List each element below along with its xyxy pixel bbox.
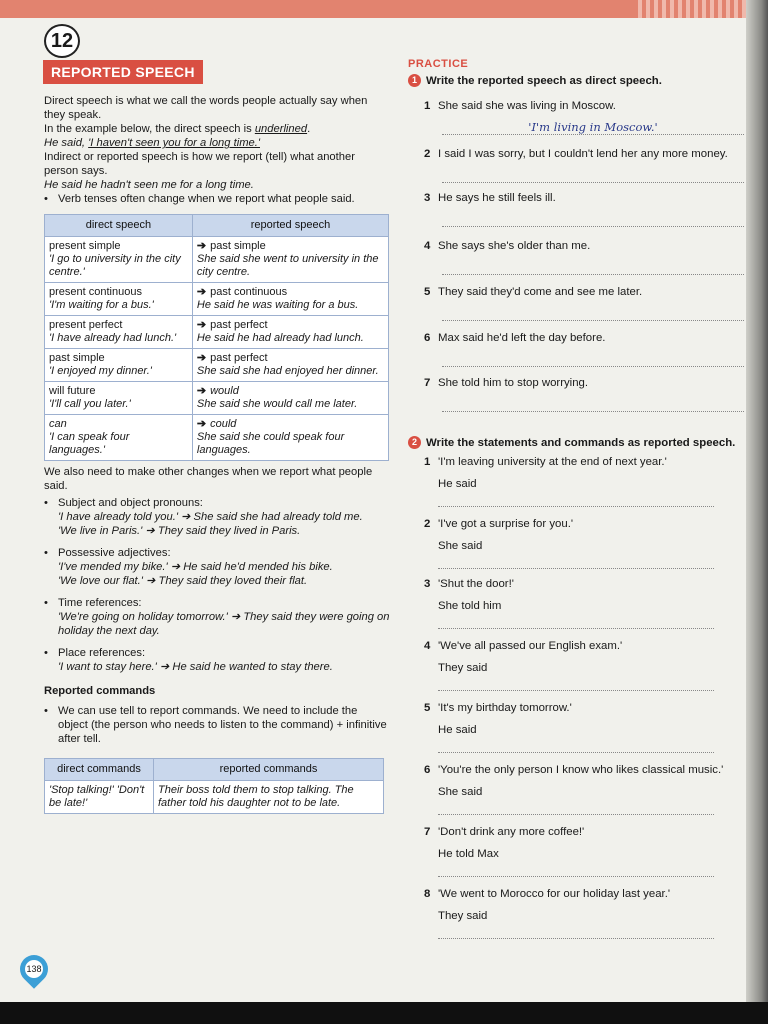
exercise-item — [424, 377, 754, 389]
tense-table — [44, 214, 389, 461]
practice-label: PRACTICE — [408, 58, 469, 70]
table-row — [45, 781, 384, 814]
table-cell: ➔ past perfect She said she had enjoyed her dinner. — [192, 349, 388, 382]
item-text: I said I was sorry, but I couldn't lend her any more money. — [438, 148, 728, 160]
item-text: He says he still feels ill. — [438, 192, 556, 204]
answer-line[interactable] — [438, 738, 714, 753]
item-number: 5 — [424, 702, 431, 714]
item-number: 6 — [424, 332, 431, 344]
handwritten-answer: 'I'm living in Moscow.' — [528, 120, 658, 134]
intro-bullet: • Verb tenses often change when we report what people said. — [44, 193, 355, 205]
commands-header-reported: reported commands — [154, 759, 384, 781]
response-prompt: She said — [438, 786, 483, 798]
commands-table — [44, 758, 384, 814]
response-prompt: He said — [438, 478, 477, 490]
answer-line[interactable] — [438, 676, 714, 691]
bottom-edge — [0, 1002, 768, 1024]
change-item: • Time references: 'We're going on holiday tomorrow.' ➔ They said they were going on holiday the next day. — [44, 597, 390, 637]
response-prompt: He told Max — [438, 848, 499, 860]
change-item: • Place references: 'I want to stay here.' ➔ He said he wanted to stay there. — [44, 647, 333, 673]
answer-line[interactable] — [442, 168, 744, 183]
answer-line[interactable] — [438, 614, 714, 629]
change-item: • Subject and object pronouns: 'I have already told you.' ➔ She said she had already told me. 'We live in Paris.' ➔ They said they lived in Paris. — [44, 497, 363, 537]
exercise-item — [424, 192, 754, 204]
table-cell: ➔ past continuous He said he was waiting for a bus. — [192, 283, 388, 316]
arrow-icon: ➔ — [196, 286, 207, 298]
item-text: 'Shut the door!' — [438, 578, 514, 590]
exercise-item — [424, 640, 754, 652]
intro-underline-c: . — [307, 123, 311, 135]
commands-header-direct: direct commands — [45, 759, 154, 781]
exercise-item — [424, 578, 754, 590]
table-row — [45, 382, 389, 415]
page-number: 138 — [26, 964, 42, 974]
item-text: Max said he'd left the day before. — [438, 332, 606, 344]
answer-line[interactable] — [442, 306, 744, 321]
arrow-icon: ➔ — [196, 418, 207, 430]
table-cell: 'Stop talking!' 'Don't be late!' — [45, 781, 154, 814]
table-cell: ➔ would She said she would call me later. — [192, 382, 388, 415]
intro-underline-b: underlined — [254, 123, 308, 135]
intro-underline — [44, 122, 390, 136]
answer-line[interactable] — [442, 120, 744, 135]
table-cell: Their boss told them to stop talking. The father told his daughter not to be late. — [154, 781, 384, 814]
item-number: 4 — [424, 240, 431, 252]
arrow-icon: ➔ — [196, 319, 207, 331]
item-text: 'We went to Morocco for our holiday last year.' — [438, 888, 671, 900]
table-cell: ➔ could She said she could speak four languages. — [192, 415, 388, 461]
item-number: 2 — [424, 148, 431, 160]
arrow-icon: ➔ — [196, 352, 207, 364]
exercise-item — [424, 456, 754, 468]
exercise-item — [424, 240, 754, 252]
item-text: 'I'm leaving university at the end of next year.' — [438, 456, 667, 468]
answer-line[interactable] — [438, 924, 714, 939]
item-number: 3 — [424, 192, 431, 204]
table-row — [45, 349, 389, 382]
exercise-number-icon: 2 — [408, 436, 421, 449]
exercise-item — [424, 100, 754, 112]
item-text: 'Don't drink any more coffee!' — [438, 826, 585, 838]
intro-example-a: He said, — [44, 137, 89, 149]
answer-line[interactable] — [438, 492, 714, 507]
answer-line[interactable] — [442, 260, 744, 275]
table-cell: past simple 'I enjoyed my dinner.' — [45, 349, 193, 382]
table-cell: can 'I can speak four languages.' — [45, 415, 193, 461]
item-text: 'We've all passed our English exam.' — [438, 640, 623, 652]
tense-table-header-reported: reported speech — [192, 215, 388, 237]
item-number: 2 — [424, 518, 431, 530]
table-cell: will future 'I'll call you later.' — [45, 382, 193, 415]
table-row — [45, 316, 389, 349]
section-title: REPORTED SPEECH — [43, 60, 203, 84]
item-text: They said they'd come and see me later. — [438, 286, 643, 298]
other-changes-intro: We also need to make other changes when we report what people said. — [44, 466, 373, 492]
table-row — [45, 237, 389, 283]
item-number: 7 — [424, 377, 431, 389]
exercise-item — [424, 888, 754, 900]
item-text: She told him to stop worrying. — [438, 377, 589, 389]
response-prompt: They said — [438, 662, 488, 674]
item-text: 'It's my birthday tomorrow.' — [438, 702, 572, 714]
item-text: 'You're the only person I know who likes classical music.' — [438, 764, 724, 776]
table-cell: present simple 'I go to university in the city centre.' — [45, 237, 193, 283]
intro-indirect-example: He said he hadn't seen me for a long time. — [44, 179, 254, 191]
exercise-item — [424, 148, 754, 160]
exercise-2-title-text: Write the statements and commands as reported speech. — [426, 436, 736, 449]
item-number: 3 — [424, 578, 431, 590]
table-row — [45, 283, 389, 316]
commands-heading: Reported commands — [44, 685, 156, 697]
exercise-item — [424, 764, 754, 776]
answer-line[interactable] — [442, 352, 744, 367]
item-text: She said she was living in Moscow. — [438, 100, 616, 112]
answer-line[interactable] — [438, 800, 714, 815]
item-text: 'I've got a surprise for you.' — [438, 518, 574, 530]
exercise-number-icon: 1 — [408, 74, 421, 87]
intro-underline-a: In the example below, the direct speech is — [44, 123, 255, 135]
response-prompt: They said — [438, 910, 488, 922]
answer-line[interactable] — [442, 397, 744, 412]
exercise-item — [424, 518, 754, 530]
unit-number: 12 — [44, 24, 80, 58]
practice-column — [408, 58, 748, 87]
commands-bullet: • We can use tell to report commands. We need to include the object (the person who needs to listen to the command) + infinitive after tell. — [44, 704, 390, 746]
item-number: 1 — [424, 456, 431, 468]
intro-indirect: Indirect or reported speech is how we report (tell) what another person says. — [44, 151, 355, 177]
exercise-item — [424, 702, 754, 714]
table-row — [45, 415, 389, 461]
grammar-column — [44, 94, 390, 818]
response-prompt: She told him — [438, 600, 502, 612]
table-cell: present continuous 'I'm waiting for a bus.' — [45, 283, 193, 316]
exercise-2-header — [408, 432, 753, 449]
table-cell: present perfect 'I have already had lunch.' — [45, 316, 193, 349]
intro-bullet-text: Verb tenses often change when we report what people said. — [58, 193, 355, 205]
exercise-item — [424, 286, 754, 298]
table-cell: ➔ past simple She said she went to university in the city centre. — [192, 237, 388, 283]
intro-direct: Direct speech is what we call the words people actually say when they speak. — [44, 95, 368, 121]
arrow-icon: ➔ — [196, 385, 207, 397]
answer-line[interactable] — [442, 212, 744, 227]
answer-line[interactable] — [438, 554, 714, 569]
item-number: 7 — [424, 826, 431, 838]
item-number: 1 — [424, 100, 431, 112]
exercise-item — [424, 826, 754, 838]
response-prompt: He said — [438, 724, 477, 736]
intro-example — [44, 136, 390, 150]
table-cell: ➔ past perfect He said he had already had lunch. — [192, 316, 388, 349]
tense-table-header-direct: direct speech — [45, 215, 193, 237]
exercise-item — [424, 332, 754, 344]
exercise-1-title — [408, 74, 748, 87]
exercise-1-title-text: Write the reported speech as direct speech. — [426, 74, 662, 87]
arrow-icon: ➔ — [196, 240, 207, 252]
response-prompt: She said — [438, 540, 483, 552]
item-number: 4 — [424, 640, 431, 652]
page-marker — [14, 949, 54, 989]
answer-line[interactable] — [438, 862, 714, 877]
item-number: 6 — [424, 764, 431, 776]
item-number: 5 — [424, 286, 431, 298]
intro-example-b: 'I haven't seen you for a long time.' — [88, 137, 260, 149]
item-number: 8 — [424, 888, 431, 900]
change-item: • Possessive adjectives: 'I've mended my bike.' ➔ He said he'd mended his bike. 'We love our flat.' ➔ They said they loved their flat. — [44, 547, 333, 587]
commands-text: We can use tell to report commands. We need to include the object (the person who needs to listen to the command) + infinitive after tell. — [58, 705, 387, 745]
item-text: She says she's older than me. — [438, 240, 591, 252]
